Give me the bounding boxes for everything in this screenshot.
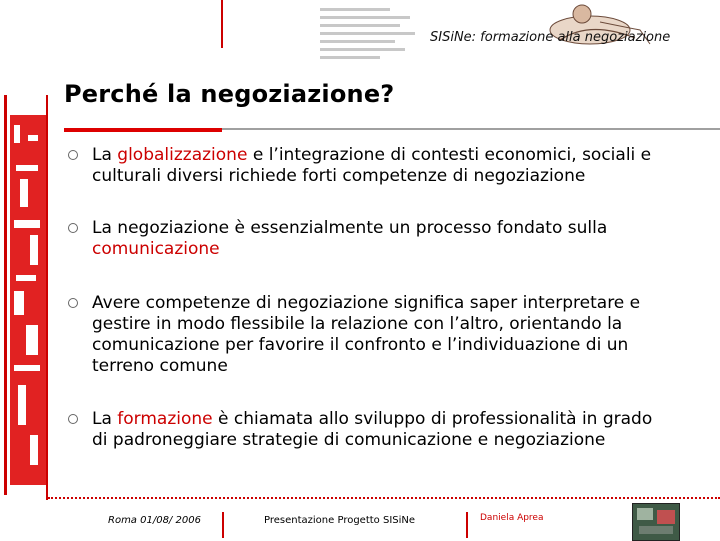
footer-separator (466, 512, 468, 538)
title-underline (222, 128, 720, 130)
bullet-marker (68, 414, 78, 424)
bullet-text-segment: La negoziazione è essenzialmente un processo fondato sulla (92, 218, 608, 238)
highlighted-term: formazione (117, 409, 213, 429)
bullet-text (92, 409, 672, 451)
bullet-marker (68, 223, 78, 233)
highlighted-term: comunicazione (92, 239, 220, 259)
footer-date: Roma 01/08/ 2006 (108, 515, 201, 526)
footer-divider (48, 497, 720, 499)
title-underline-accent (64, 128, 222, 132)
bullet-text (92, 218, 672, 260)
header-title: SISiNe: formazione alla negoziazione (430, 30, 671, 45)
bullet-text (92, 145, 672, 187)
bullet-marker (68, 298, 78, 308)
bullet-text (92, 293, 672, 377)
footer-project: Presentazione Progetto SISiNe (264, 515, 416, 526)
footer-author: Daniela Aprea (480, 513, 544, 523)
bullet-text-segment: La (92, 145, 118, 165)
highlighted-term: globalizzazione (117, 145, 248, 165)
bullet-marker (68, 150, 78, 160)
sisine-vertical-logo-icon (0, 95, 52, 500)
slide-title: Perché la negoziazione? (64, 80, 395, 108)
footer-thumbnail-icon (632, 503, 680, 541)
footer-separator (222, 512, 224, 538)
bullet-text-segment: La (92, 409, 118, 429)
bullet-text-segment: è chiamata allo sviluppo di professionalità in grado di padroneggiare strategie di comunicazione e negoziazione (92, 409, 653, 450)
header-divider (221, 0, 223, 48)
header-decoration (320, 0, 430, 62)
bullet-text-segment: e l’integrazione di contesti economici, sociali e culturali diversi richiede forti competenze di negoziazione (92, 145, 652, 186)
bullet-text-segment: Avere competenze di negoziazione significa saper interpretare e gestire in modo flessibile la relazione con l’altro, orientando la comunicazione per favorire il confronto e l’individuazione di un terreno comune (92, 293, 641, 376)
